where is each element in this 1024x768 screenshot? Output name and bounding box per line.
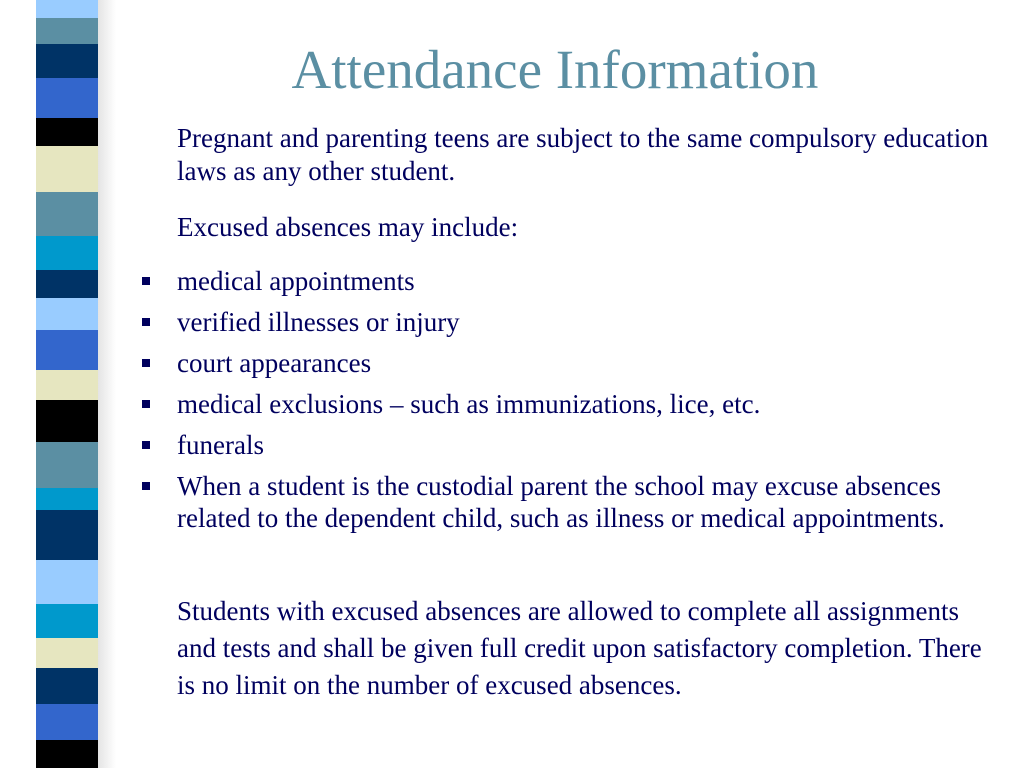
stripe-block [36,298,98,330]
list-item-text: funerals [177,430,264,460]
stripe-block [36,604,98,638]
stripe-block [36,442,98,488]
list-item [140,470,1000,534]
list-item-text: medical exclusions – such as immunizations, lice, etc. [177,389,761,419]
excused-absences-list [140,265,1000,543]
square-bullet-icon [142,277,150,285]
list-item-text: medical appointments [177,266,415,296]
closing-paragraph: Students with excused absences are allowed to complete all assignments and tests and shall be given full credit upon satisfactory completion. There is no limit on the number of excused absences. [177,596,982,700]
list-item [140,429,1000,461]
stripe-block [36,330,98,370]
stripe-block [36,560,98,604]
stripe-block [36,638,98,668]
stripe-block [36,0,98,18]
stripe-block [36,118,98,146]
list-item [140,388,1000,420]
stripe-block [36,370,98,400]
stripe-block [36,704,98,740]
list-item-text: When a student is the custodial parent the school may excuse absences related to the dependent child, such as illness or medical appointments. [177,471,945,533]
list-item [140,306,1000,338]
stripe-block [36,400,98,442]
list-item-text: verified illnesses or injury [177,307,460,337]
square-bullet-icon [142,318,150,326]
stripe-block [36,78,98,118]
stripe-block [36,668,98,704]
stripe-block [36,488,98,510]
intro-paragraph: Pregnant and parenting teens are subject to the same compulsory education laws as any other student. [177,123,989,186]
stripe-block [36,18,98,44]
stripe-block [36,236,98,270]
stripe-block [36,192,98,236]
decorative-stripe-border [36,0,98,768]
square-bullet-icon [142,482,150,490]
square-bullet-icon [142,441,150,449]
square-bullet-icon [142,359,150,367]
list-item [140,265,1000,297]
stripe-block [36,270,98,298]
stripe-block [36,510,98,560]
stripe-graphic [36,0,98,768]
slide-title: Attendance Information [291,39,819,100]
list-item [140,347,1000,379]
stripe-block [36,740,98,768]
square-bullet-icon [142,400,150,408]
excused-absences-heading: Excused absences may include: [177,212,519,242]
list-item-text: court appearances [177,348,372,378]
stripe-block [36,146,98,192]
stripe-shadow [98,0,116,768]
stripe-block [36,44,98,78]
